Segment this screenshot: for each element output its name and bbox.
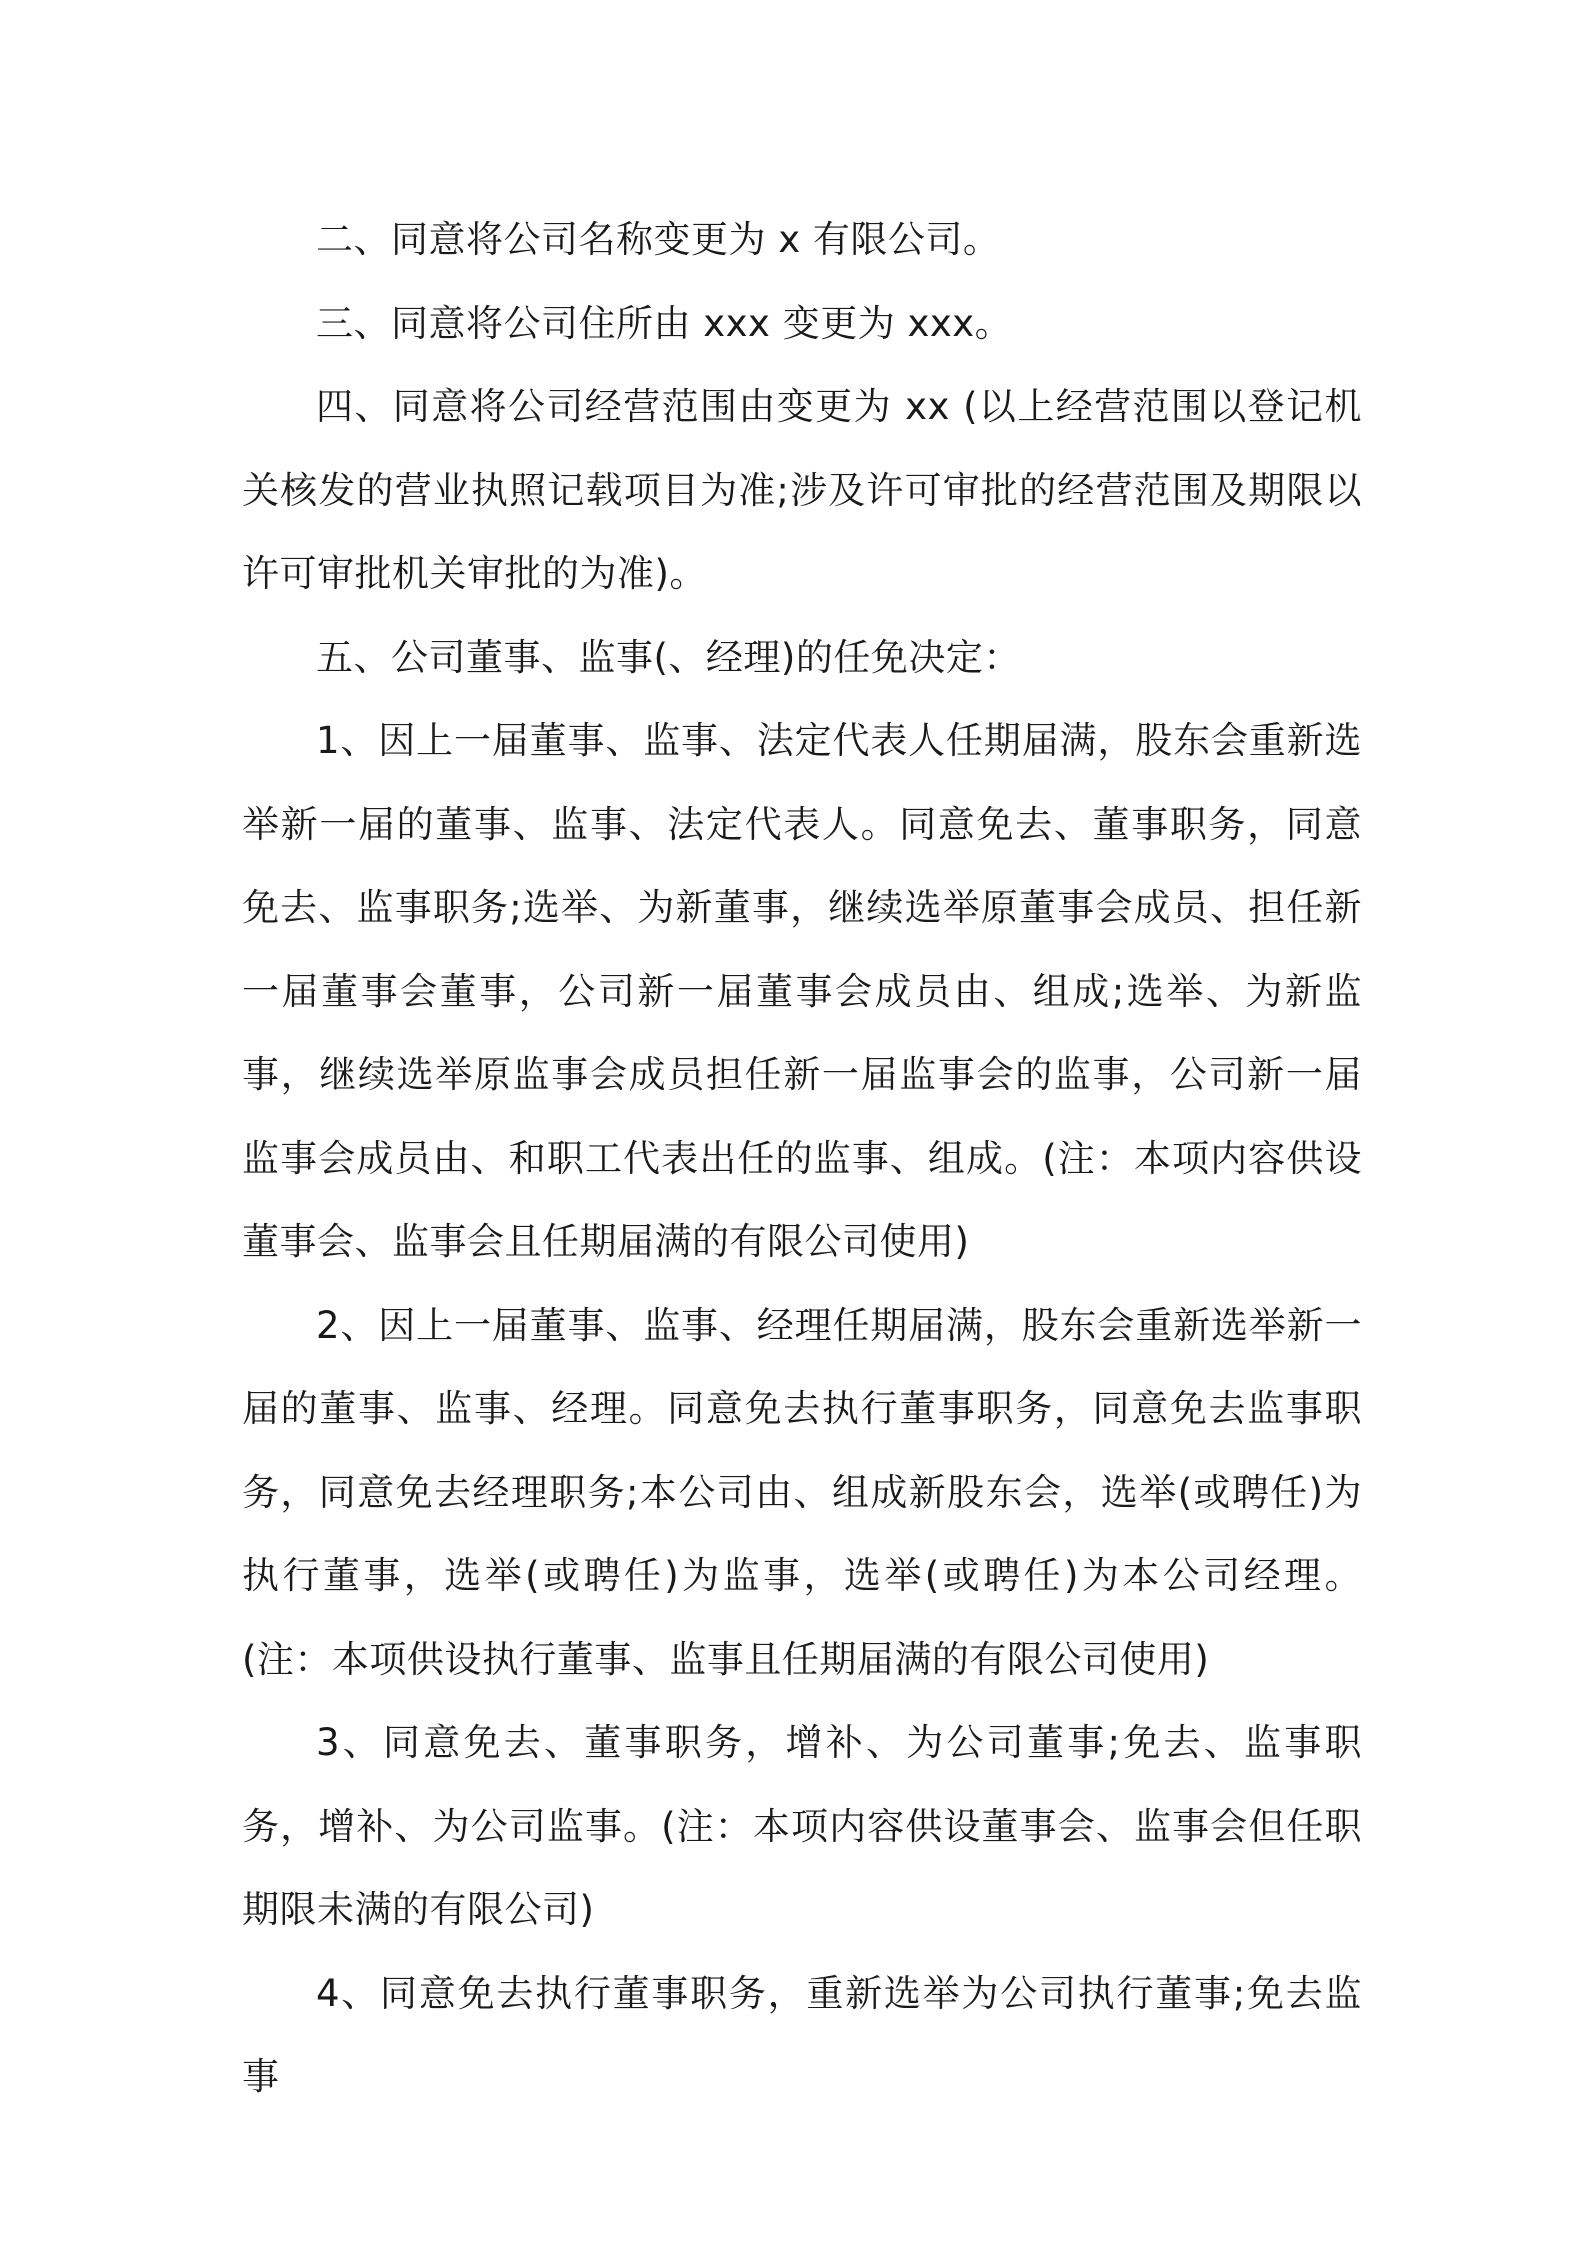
document-body (242, 198, 1362, 2119)
paragraph-5-2: 2、因上一届董事、监事、经理任期届满，股东会重新选举新一届的董事、监事、经理。同意免去执行董事职务，同意免去监事职务，同意免去经理职务;本公司由、组成新股东会，选举(或聘任)为执行董事，选举(或聘任)为监事，选举(或聘任)为本公司经理。(注：本项供设执行董事、监事且任期届满的有限公司使用) (242, 1303, 1362, 1681)
paragraph-5-4: 4、同意免去执行董事职务，重新选举为公司执行董事;免去监事 (242, 1971, 1362, 2098)
paragraph-3: 三、同意将公司住所由 xxx 变更为 xxx。 (316, 301, 1013, 345)
paragraph-5-3: 3、同意免去、董事职务，增补、为公司董事;免去、监事职务，增补、为公司监事。(注：本项内容供设董事会、监事会但任职期限未满的有限公司) (242, 1721, 1362, 1931)
paragraph-4: 四、同意将公司经营范围由变更为 xx (以上经营范围以登记机关核发的营业执照记载项目为准;涉及许可审批的经营范围及期限以许可审批机关审批的为准)。 (242, 385, 1362, 595)
paragraph-2: 二、同意将公司名称变更为 x 有限公司。 (316, 218, 1001, 261)
paragraph-5-1: 1、因上一届董事、监事、法定代表人任期届满，股东会重新选举新一届的董事、监事、法定代表人。同意免去、董事职务，同意免去、监事职务;选举、为新董事，继续选举原董事会成员、担任新一届董事会董事，公司新一届董事会成员由、组成;选举、为新监事，继续选举原监事会成员担任新一届监事会的监事，公司新一届监事会成员由、和职工代表出任的监事、组成。(注：本项内容供设董事会、监事会且任期届满的有限公司使用) (242, 719, 1362, 1263)
paragraph-5: 五、公司董事、监事(、经理)的任免决定： (316, 635, 1021, 679)
